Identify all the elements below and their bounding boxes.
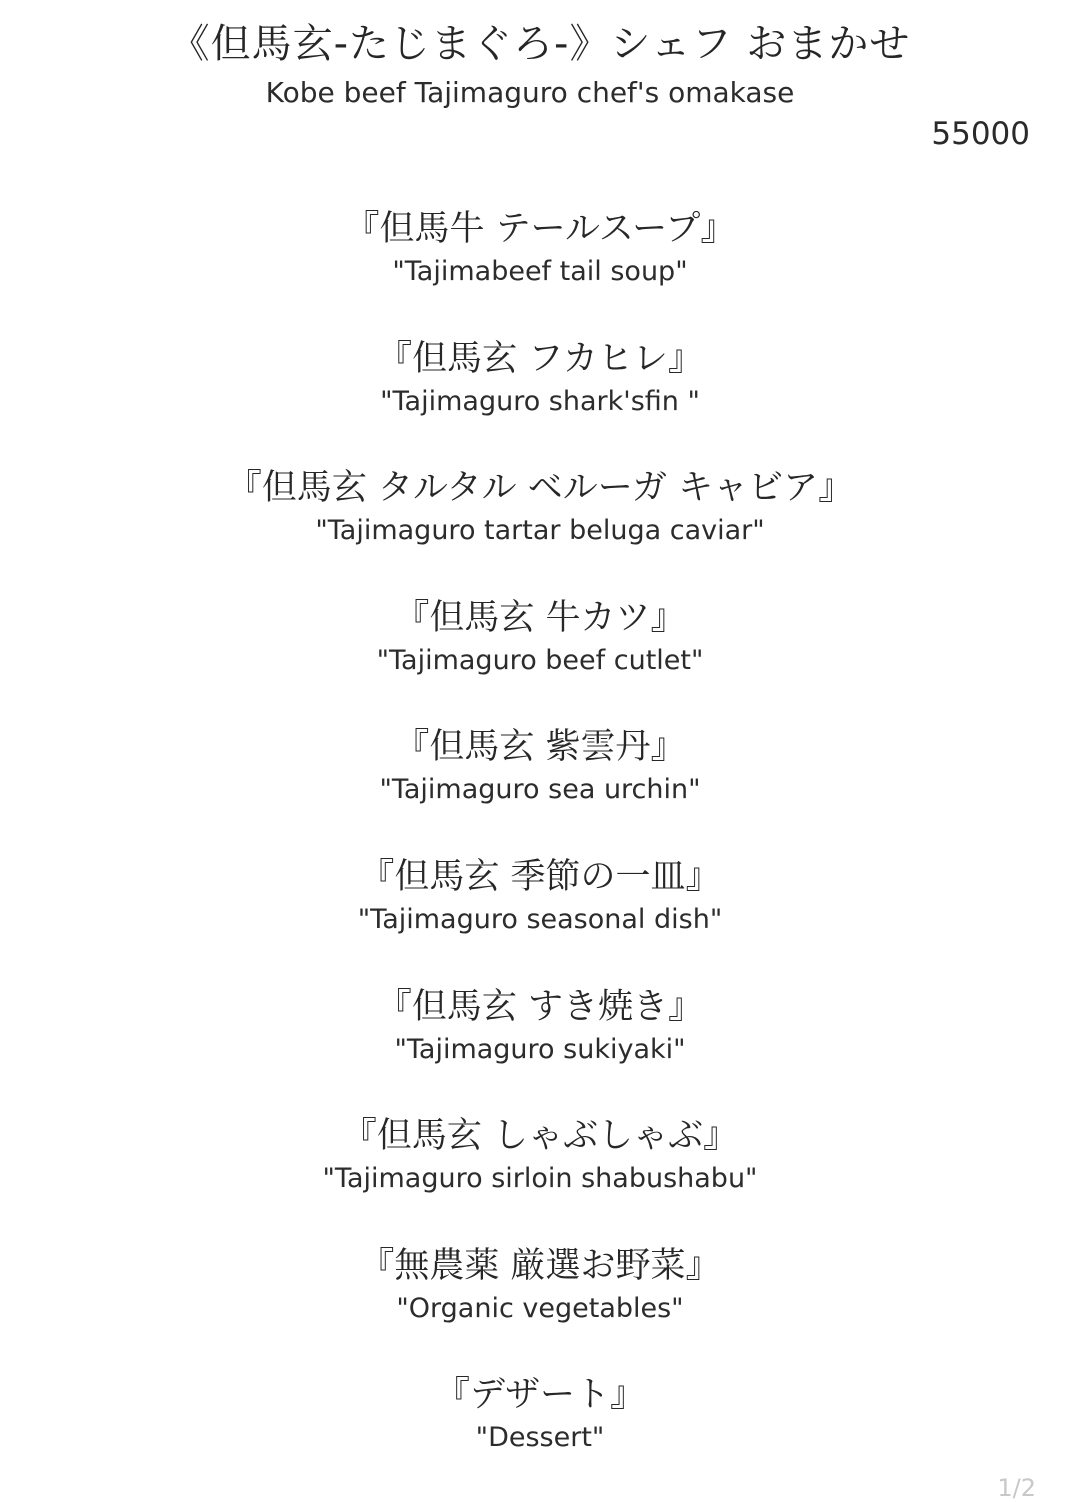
course-item: [0, 465, 1080, 549]
menu-title-japanese: 《但馬玄-たじまぐろ-》シェフ おまかせ: [169, 21, 911, 67]
course-item: [0, 1372, 1080, 1456]
course-name-english: "Tajimabeef tail soup": [392, 256, 688, 287]
course-name-japanese: 『但馬玄 タルタル ベルーガ キャビア』: [226, 468, 854, 508]
course-name-english: "Tajimaguro sea urchin": [379, 774, 701, 805]
course-name-english: "Tajimaguro tartar beluga caviar": [315, 515, 765, 546]
course-item: [0, 1243, 1080, 1327]
course-name-english: "Tajimaguro beef cutlet": [376, 645, 704, 676]
course-name-english: "Dessert": [475, 1422, 605, 1453]
course-name-japanese: 『但馬玄 すき焼き』: [376, 987, 704, 1027]
course-name-english: "Tajimaguro sukiyaki": [394, 1034, 686, 1065]
course-item: [0, 1113, 1080, 1197]
page-indicator: 1/2: [997, 1474, 1036, 1502]
course-item: [0, 984, 1080, 1068]
course-name-english: "Tajimaguro shark'sfin ": [380, 386, 700, 417]
course-name-japanese: 『但馬玄 牛カツ』: [394, 598, 686, 638]
course-item: [0, 854, 1080, 938]
course-item: [0, 206, 1080, 290]
course-name-english: "Organic vegetables": [396, 1293, 684, 1324]
course-item: [0, 724, 1080, 808]
menu-title-english: Kobe beef Tajimaguro chef's omakase: [265, 76, 795, 109]
course-name-japanese: 『無農薬 厳選お野菜』: [359, 1246, 721, 1286]
course-name-english: "Tajimaguro seasonal dish": [357, 904, 723, 935]
course-name-japanese: 『但馬玄 季節の一皿』: [359, 857, 721, 897]
course-name-japanese: 『但馬玄 フカヒレ』: [377, 339, 703, 379]
course-item: [0, 336, 1080, 420]
course-name-japanese: 『但馬牛 テールスープ』: [344, 209, 736, 249]
course-name-japanese: 『但馬玄 しゃぶしゃぶ』: [341, 1116, 739, 1156]
course-name-english: "Tajimaguro sirloin shabushabu": [322, 1163, 758, 1194]
menu-price: 55000: [931, 116, 1030, 152]
course-item: [0, 595, 1080, 679]
course-name-japanese: 『デザート』: [434, 1375, 645, 1415]
course-name-japanese: 『但馬玄 紫雲丹』: [394, 727, 686, 767]
